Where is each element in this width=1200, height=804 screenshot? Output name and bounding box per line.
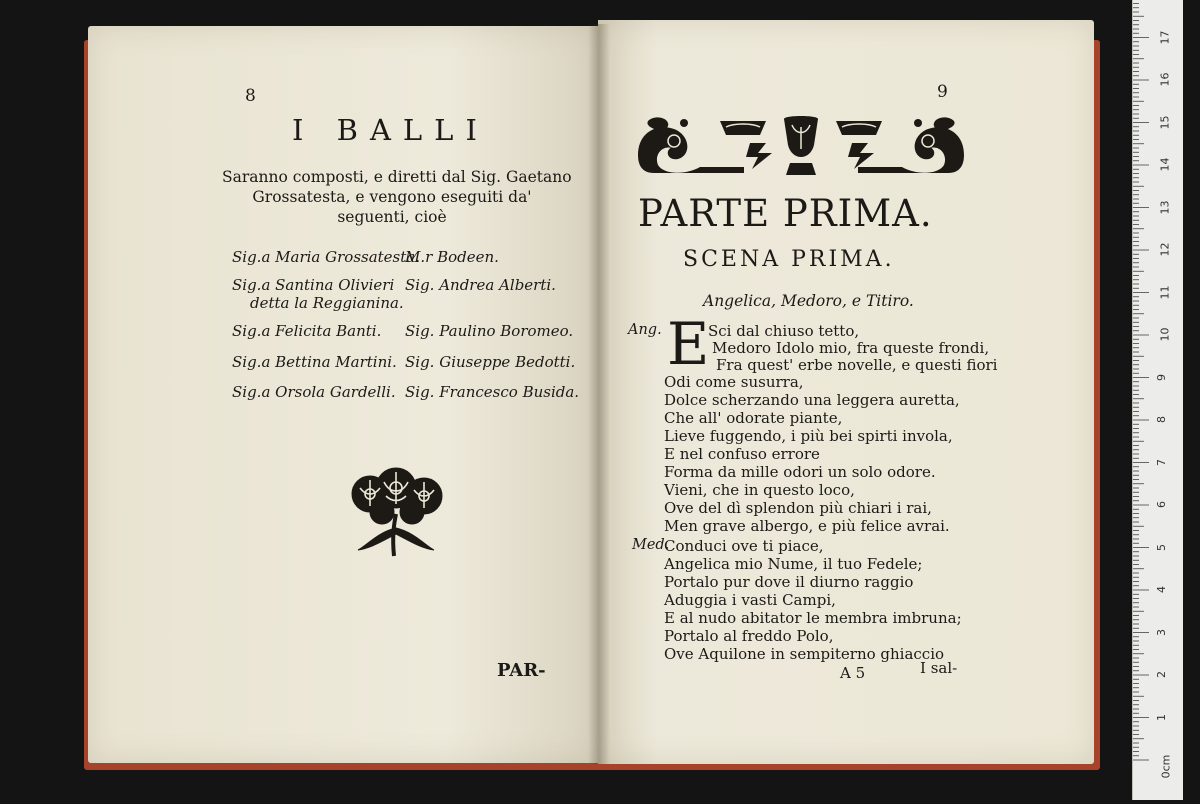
dancer-name: Sig.a Santina Olivieri [232,276,395,294]
dancer-name: Sig.a Orsola Gardelli. [232,383,396,401]
verse-line: Medoro Idolo mio, fra queste frondi, [712,339,990,357]
speaker-label: Med. [632,537,670,553]
verse-line: E nel confuso errore [664,445,820,463]
ruler-number: 10 [1158,327,1172,342]
ruler-number: 2 [1155,671,1168,678]
verse-line: Fra quest' erbe novelle, e questi fiori [716,356,998,374]
dancer-name: M.r Bodeen. [405,248,499,266]
verse-line: Vieni, che in questo loco, [664,481,855,499]
ruler-number: 9 [1155,373,1168,381]
intro-line: seguenti, cioè [337,208,447,226]
intro-line: Saranno composti, e diretti dal Sig. Gaetano [222,168,572,186]
dancer-name: Sig. Paulino Boromeo. [405,322,574,340]
ruler-number: 16 [1158,72,1172,87]
verse-line: Odi come susurra, [664,373,804,391]
verse-line: Aduggia i vasti Campi, [664,591,836,609]
verse-line: Portalo pur dove il diurno raggio [664,573,914,591]
ruler-number: 13 [1158,200,1172,214]
ruler-number: 8 [1155,416,1168,423]
scene-heading: SCENA PRIMA. [683,247,895,272]
intro-line: Grossatesta, e vengono eseguiti da' [252,188,532,206]
ruler-number: 12 [1158,242,1172,257]
ruler-unit-label: 0cm [1159,754,1173,779]
dancer-name-continued: detta la Reggianina. [250,294,404,312]
ruler-number: 15 [1158,115,1172,129]
dancer-name: Sig.a Bettina Martini. [232,353,397,371]
act-heading: PARTE PRIMA. [638,192,933,235]
verse-line: Forma da mille odori un solo odore. [664,463,936,481]
ruler-number: 7 [1155,458,1168,466]
dancer-name: Sig.a Felicita Banti. [232,322,382,340]
balli-title: I BALLI [292,113,489,147]
verse-line: Lieve fuggendo, i più bei spirti invola, [664,427,953,445]
ruler-number: 1 [1155,713,1168,721]
left-page-number: 8 [245,86,256,106]
dancer-name: Sig.a Maria Grossatesta. [232,248,420,266]
book-gutter [588,24,610,764]
dancer-name: Sig. Giuseppe Bedotti. [405,353,576,371]
verse-line: Angelica mio Nume, il tuo Fedele; [664,555,923,573]
dancer-name: Sig. Francesco Busida. [405,383,580,401]
verse-line: Che all' odorate piante, [664,409,843,427]
signature-mark: A 5 [840,664,866,682]
verse-line: Ove Aquilone in sempiterno ghiaccio [664,645,945,663]
left-catchword: PAR- [497,660,546,681]
ruler-number: 17 [1158,30,1172,44]
headpiece-ornament-icon [634,115,968,179]
verse-line: Dolce scherzando una leggera auretta, [664,391,960,409]
verse-line: E al nudo abitator le membra imbruna; [664,609,962,627]
right-catchword: I sal- [920,659,958,677]
verse-line: Conduci ove ti piace, [664,537,824,555]
ruler-number: 4 [1155,586,1168,593]
speaker-label: Ang. [628,322,662,338]
ruler-number: 11 [1158,285,1172,299]
ruler-number: 3 [1155,628,1168,636]
flower-ornament-icon [336,466,456,558]
verse-line: Sci dal chiuso tetto, [708,322,860,340]
scene-characters: Angelica, Medoro, e Titiro. [703,292,914,310]
ruler-number: 6 [1155,501,1168,508]
ruler-number: 14 [1158,157,1172,172]
dancer-name: Sig. Andrea Alberti. [405,276,556,294]
verse-line: Men grave albergo, e più felice avrai. [664,517,950,535]
measuring-ruler [1132,0,1183,800]
drop-cap: E [667,310,710,378]
ruler-number: 5 [1155,543,1168,551]
verse-line: Ove del dì splendon più chiari i rai, [664,499,932,517]
verse-line: Portalo al freddo Polo, [664,627,834,645]
right-page-number: 9 [937,82,948,102]
